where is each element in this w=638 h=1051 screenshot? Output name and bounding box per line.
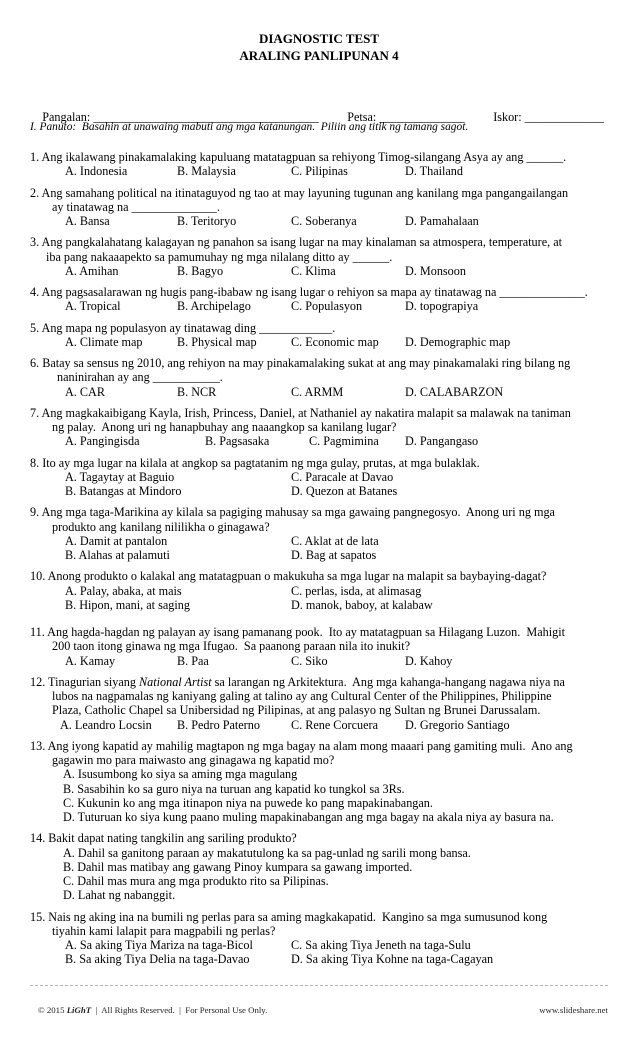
answer-choices-row <box>30 470 610 484</box>
answer-choice-b: B. Pagsasaka <box>205 434 270 449</box>
question-text-line: ng palay. Anong uri ng hanapbuhay ang naaangkop sa kanilang lugar? <box>52 420 397 434</box>
answer-choice-b: B. Batangas at Mindoro <box>65 484 182 498</box>
answer-choice-a: A. Kamay <box>65 653 116 668</box>
question-2 <box>30 186 610 229</box>
answer-choice-c: C. Kukunin ko ang mga itinapon niya na puwede ko pang mapakinabangan. <box>63 795 433 810</box>
answer-choice-b: B. Pedro Paterno <box>177 717 260 732</box>
footer-copyright <box>38 1004 267 1016</box>
question-text-line: Plaza, Catholic Chapel sa Unibersidad ng Pilipinas, at ang palasyo ng Sultan ng Brunei Darussalam. <box>52 703 541 718</box>
rights-notice: | All Rights Reserved. | For Personal Use Only. <box>91 1005 268 1015</box>
answer-choice-a: A. Sa aking Tiya Mariza na taga-Bicol <box>65 938 253 952</box>
text-segment: sa larangan ng Arkitektura. Ang mga kahanga-hangang nagawa niya na <box>211 674 565 689</box>
answer-choices-row <box>30 860 610 874</box>
answer-choices-row <box>30 214 610 228</box>
answer-choice-c: C. Siko <box>291 653 328 668</box>
question-text-line: naninirahan ay ang ___________. <box>57 370 223 385</box>
answer-choice-d: D. topograpiya <box>405 299 479 314</box>
answer-choice-c: C. Sa aking Tiya Jeneth na taga-Sulu <box>291 938 471 952</box>
question-text-line: 200 taon itong ginawa ng mga Ifugao. Sa paanong paraan nila ito inukit? <box>52 639 411 654</box>
answer-choice-c: C. Economic map <box>291 334 379 349</box>
answer-choice-d: D. Bag at sapatos <box>291 548 377 562</box>
footer-source: www.slideshare.net <box>539 1005 608 1015</box>
answer-choice-d: D. Gregorio Santiago <box>405 717 510 732</box>
answer-choices-row <box>30 782 610 796</box>
question-text-line: ay tinatawag na ______________. <box>52 199 220 214</box>
answer-choice-c: C. Populasyon <box>291 299 363 314</box>
answer-choice-b: B. NCR <box>177 384 217 399</box>
question-text-line: 10. Anong produkto o kalakal ang matatagpuan o makukuha sa mga lugar na malapit sa baybaying-dagat? <box>30 569 547 584</box>
answer-choices-row <box>30 584 610 598</box>
answer-choice-d: D. Lahat ng nabanggit. <box>63 888 176 903</box>
answer-choice-b: B. Sa aking Tiya Delia na taga-Davao <box>65 952 250 967</box>
question-text-line: 9. Ang mga taga-Marikina ay kilala sa pagiging mahusay sa mga gawaing pangnegosyo. Anong uri ng mga <box>30 505 555 520</box>
question-14 <box>30 831 610 902</box>
question-6 <box>30 356 610 399</box>
answer-choice-a: A. Isusumbong ko siya sa aming mga magulang <box>63 767 298 782</box>
question-3 <box>30 235 610 278</box>
emphasized-term: National Artist <box>139 674 212 689</box>
student-info-fields <box>0 95 638 124</box>
answer-choice-d: D. Sa aking Tiya Kohne na taga-Cagayan <box>291 952 494 967</box>
answer-choice-b: B. Paa <box>177 653 209 668</box>
question-text-line: 4. Ang pagsasalarawan ng hugis pang-ibabaw ng isang lugar o rehiyon sa mapa ay tinatawag na ______________. <box>30 285 588 299</box>
answer-choice-b: B. Teritoryo <box>177 214 237 228</box>
question-text-line: 13. Ang iyong kapatid ay mahilig magtapon ng mga bagay na alam mong maaari pang gamiting muli. Ano ang <box>30 738 573 753</box>
answer-choice-d: D. manok, baboy, at kalabaw <box>291 597 433 612</box>
answer-choices-row <box>30 299 610 313</box>
question-text-line: 2. Ang samahang political na itinataguyod ng tao at may layuning tugunan ang kanilang mga pangangailangan <box>30 185 569 200</box>
question-15 <box>30 910 610 967</box>
question-text-line: 8. Ito ay mga lugar na kilala at angkop sa pagtatanim ng mga gulay, prutas, at mga bulaklak. <box>30 455 480 470</box>
question-9 <box>30 505 610 562</box>
answer-choices-row <box>30 264 610 278</box>
answer-choice-a: A. Bansa <box>65 214 110 228</box>
name-field-blank: _____________________________________ <box>93 110 319 124</box>
question-text-line: 3. Ang pangkalahatang kalagayan ng panahon sa isang lugar na may kinalaman sa atmospera, temperature, at <box>30 235 562 250</box>
brand-name: LiGhT <box>66 1005 92 1015</box>
answer-choices-row <box>30 164 610 178</box>
instructions: I. Panuto: Basahin at unawaing mabuti ang mga katanungan. Piliin ang titik ng tamang sagot. <box>30 121 469 133</box>
answer-choice-b: B. Malaysia <box>177 164 236 179</box>
answer-choices-row <box>30 874 610 888</box>
answer-choice-c: C. Dahil mas mura ang mga produkto rito sa Pilipinas. <box>63 874 329 888</box>
date-field-label: Petsa: <box>347 110 377 124</box>
question-text-line: lubos na nagpamalas ng kaniyang galing at talino ay ang Cultural Center of the Philippines, Philippine <box>52 689 552 703</box>
answer-choice-b: B. Hipon, mani, at saging <box>65 597 190 612</box>
answer-choices-row <box>30 534 610 548</box>
question-text-line: tiyahin kami lalapit para magpabili ng perlas? <box>52 923 276 938</box>
answer-choice-b: B. Physical map <box>177 334 257 349</box>
answer-choice-d: D. Quezon at Batanes <box>291 484 398 498</box>
answer-choice-a: A. Tagaytay at Baguio <box>65 469 175 484</box>
answer-choice-a: A. Amihan <box>65 263 119 278</box>
answer-choice-b: B. Sasabihin ko sa guro niya na turuan ang kapatid ko tungkol sa 3Rs. <box>63 781 405 796</box>
answer-choice-a: A. Climate map <box>65 334 143 349</box>
answer-choice-a: A. Indonesia <box>65 164 128 179</box>
answer-choice-c: C. Soberanya <box>291 214 357 228</box>
answer-choice-d: D. Pangangaso <box>405 434 479 449</box>
answer-choice-a: A. Damit at pantalon <box>65 533 168 548</box>
score-field <box>481 95 604 140</box>
question-text-line: 15. Nais ng aking ina na bumili ng perlas para sa aming magkakapatid. Kangino sa mga sumusunod kong <box>30 909 548 924</box>
document-subtitle: ARALING PANLIPUNAN 4 <box>239 48 399 63</box>
answer-choices-row <box>30 484 610 498</box>
question-text-line: 5. Ang mapa ng populasyon ay tinatawag ding ____________. <box>30 320 336 335</box>
answer-choice-d: D. Demographic map <box>405 334 511 349</box>
name-field-label: Pangalan: <box>42 110 91 124</box>
answer-choices-row <box>30 598 610 612</box>
answer-choice-a: A. CAR <box>65 384 105 399</box>
answer-choice-c: C. Aklat at de lata <box>291 533 379 548</box>
question-text-line: 7. Ang magkakaibigang Kayla, Irish, Princess, Daniel, at Nathaniel ay nakatira malapit sa malawak na taniman <box>30 405 571 420</box>
question-text-line: 14. Bakit dapat nating tangkilin ang sariling produkto? <box>30 831 297 846</box>
answer-choice-d: D. CALABARZON <box>405 384 504 399</box>
score-field-blank: _____________ <box>524 110 604 124</box>
question-list <box>30 150 610 967</box>
question-text-line: gagawin mo para maiwasto ang ginagawa ng kapatid mo? <box>52 753 335 767</box>
answer-choice-c: C. Rene Corcuera <box>291 717 378 732</box>
answer-choice-a: A. Leandro Locsin <box>60 717 152 732</box>
answer-choices-row <box>30 548 610 562</box>
text-segment: 12. Tinagurian siyang <box>30 674 140 689</box>
answer-choices-row <box>30 335 610 349</box>
question-1 <box>30 150 610 179</box>
score-field-label: Iskor: <box>493 110 522 124</box>
answer-choice-a: A. Pangingisda <box>65 434 140 449</box>
answer-choices-row <box>30 767 610 781</box>
answer-choice-b: B. Alahas at palamuti <box>65 548 170 562</box>
footer <box>38 1004 608 1016</box>
question-11 <box>30 625 610 668</box>
answer-choice-d: D. Kahoy <box>405 653 453 668</box>
answer-choices-row <box>30 434 610 448</box>
date-field-blank: ______________ <box>379 110 465 124</box>
copyright-year: © 2015 <box>38 1005 67 1015</box>
question-13 <box>30 739 610 825</box>
question-5 <box>30 321 610 350</box>
answer-choice-c: C. perlas, isda, at alimasag <box>291 583 422 598</box>
answer-choices-row <box>30 846 610 860</box>
answer-choice-c: C. Pilipinas <box>291 164 348 179</box>
answer-choice-d: D. Monsoon <box>405 263 466 278</box>
answer-choice-b: B. Dahil mas matibay ang gawang Pinoy kumpara sa gawang imported. <box>63 859 413 874</box>
question-4 <box>30 285 610 314</box>
answer-choices-row <box>30 796 610 810</box>
answer-choices-row <box>30 654 610 668</box>
question-text-line: 6. Batay sa sensus ng 2010, ang rehiyon na may pinakamalaking sukat at ang may pinakamalaki ring bilang ng <box>30 356 571 370</box>
footer-divider <box>30 985 608 986</box>
answer-choice-d: D. Pamahalaan <box>405 214 479 228</box>
answer-choice-c: C. Pagmimina <box>309 434 379 449</box>
answer-choice-a: A. Dahil sa ganitong paraan ay makatutulong ka sa pag-unlad ng sarili mong bansa. <box>63 845 471 860</box>
question-text-line: 1. Ang ikalawang pinakamalaking kapuluang matatagpuan sa rehiyong Timog-silangang Asya ay ang ______. <box>30 150 567 164</box>
answer-choices-row <box>30 385 610 399</box>
document-title: DIAGNOSTIC TEST <box>258 31 380 46</box>
answer-choice-a: A. Tropical <box>65 299 121 314</box>
question-text-line: iba pang nakaaapekto sa pamumuhay ng mga nilalang ditto ay ______. <box>46 249 393 264</box>
question-8 <box>30 456 610 499</box>
answer-choice-b: B. Bagyo <box>177 263 224 278</box>
answer-choice-d: D. Tuturuan ko siya kung paano muling mapakinabangan ang mga bagay na akala niya ay basura na. <box>63 810 554 824</box>
answer-choice-b: B. Archipelago <box>177 299 251 314</box>
question-text-line: 11. Ang hagda-hagdan ng palayan ay isang pamanang pook. Ito ay matatagpuan sa Hilagang Luzon. Mahigit <box>30 625 565 639</box>
answer-choice-a: A. Palay, abaka, at mais <box>65 583 182 598</box>
question-10 <box>30 569 610 612</box>
question-text-line <box>30 675 610 689</box>
answer-choice-c: C. ARMM <box>291 384 344 399</box>
question-text-line: produkto ang kanilang nililikha o ginagawa? <box>52 519 270 534</box>
answer-choice-d: D. Thailand <box>405 164 463 179</box>
answer-choice-c: C. Paracale at Davao <box>291 469 394 484</box>
question-7 <box>30 406 610 449</box>
answer-choices-row <box>30 888 610 902</box>
answer-choices-row <box>30 952 610 966</box>
answer-choices-row <box>30 718 610 732</box>
answer-choices-row <box>30 938 610 952</box>
question-12 <box>30 675 610 732</box>
answer-choice-c: C. Klima <box>291 263 336 278</box>
answer-choices-row <box>30 810 610 824</box>
